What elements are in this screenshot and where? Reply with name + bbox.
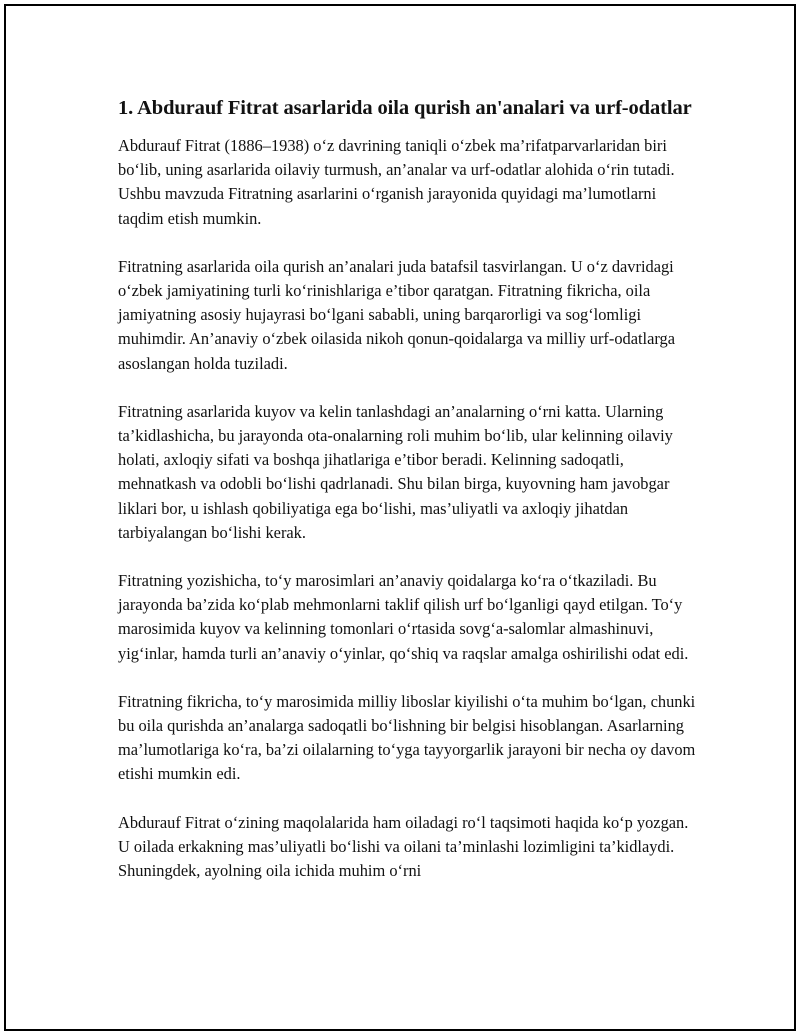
paragraph: Fitratning fikricha, to‘y marosimida milliy liboslar kiyilishi o‘ta muhim bo‘lgan, chunki bu oila qurishda an’analarga sadoqatli bo‘lishning bir belgisi hisoblangan. Asarlarning ma’lumotlariga ko‘ra, ba’zi oilalarning to‘yga tayyorgarlik jarayoni bir necha oy davom etishi mumkin edi.: [118, 691, 696, 784]
document-heading: 1. Abdurauf Fitrat asarlarida oila qurish an'analari va urf-odatlar: [118, 97, 692, 119]
paragraph: Fitratning asarlarida kuyov va kelin tanlashdagi an’analarning o‘rni katta. Ularning ta’kidlashicha, bu jarayonda ota-onalarning roli muhim bo‘lib, ular kelinning oilaviy holati, axloqiy sifati va boshqa jihatlariga e’tibor beradi. Kelinning sadoqatli, mehnatkash va odobli bo‘lishi qadrlanadi. Shu bilan birga, kuyovning ham javobgar liklari bor, u ishlash qobiliyatiga ega bo‘lishi, mas’uliyatli va axloqiy jihatdan tarbiyalangan bo‘lishi kerak.: [118, 401, 673, 542]
document-body: [118, 94, 698, 883]
page-frame: [4, 4, 796, 1031]
paragraph: Abdurauf Fitrat (1886–1938) o‘z davrining taniqli o‘zbek ma’rifatparvarlaridan biri bo‘lib, uning asarlarida oilaviy turmush, an’analar va urf-odatlar alohida o‘rin tutadi. Ushbu mavzuda Fitratning asarlarini o‘rganish jarayonida quyidagi ma’lumotlarni taqdim etish mumkin.: [118, 136, 675, 228]
paragraph: Fitratning asarlarida oila qurish an’analari juda batafsil tasvirlangan. U o‘z davridagi o‘zbek jamiyatining turli ko‘rinishlariga e’tibor qaratgan. Fitratning fikricha, oila jamiyatning asosiy hujayrasi bo‘lgani sababli, uning barqarorligi va sog‘lomligi muhimdir. An’anaviy o‘zbek oilasida nikoh qonun-qoidalarga va milliy urf-odatlarga asoslangan holda tuziladi.: [118, 256, 675, 373]
paragraph: Fitratning yozishicha, to‘y marosimlari an’anaviy qoidalarga ko‘ra o‘tkaziladi. Bu jarayonda ba’zida ko‘plab mehmonlarni taklif qilish urf bo‘lganligi qayd etilgan. To‘y marosimida kuyov va kelinning tomonlari o‘rtasida sovg‘a-salomlar almashinuvi, yig‘inlar, hamda turli an’anaviy o‘yinlar, qo‘shiq va raqslar amalga oshirilishi odat edi.: [118, 571, 689, 663]
paragraph: Abdurauf Fitrat o‘zining maqolalarida ham oiladagi ro‘l taqsimoti haqida ko‘p yozgan. U oilada erkakning mas’uliyatli bo‘lishi va oilani ta’minlashi lozimligini ta’kidlaydi. Shuningdek, ayolning oila ichida muhim o‘rni: [118, 812, 689, 881]
